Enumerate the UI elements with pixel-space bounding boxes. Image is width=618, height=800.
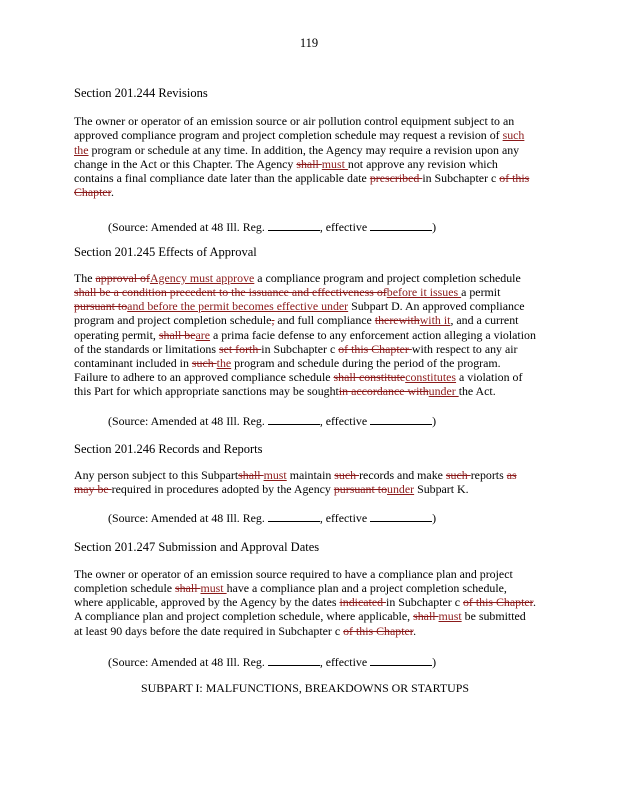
deleted-text: such xyxy=(445,468,471,483)
reg-blank xyxy=(268,413,320,425)
deleted-text: in accordance with xyxy=(338,384,429,399)
plain-text: The owner or operator of an emission source required to have a compliance plan and project completion schedule xyxy=(74,566,513,596)
date-blank xyxy=(370,654,432,666)
source-suffix: ) xyxy=(432,511,437,526)
plain-text: , and a current operating permit, xyxy=(74,313,519,342)
plain-text: with respect to any air contaminant included in xyxy=(74,341,518,371)
plain-text: in Subchapter c xyxy=(261,341,339,356)
section-201-245 xyxy=(74,245,536,428)
source-prefix: (Source: Amended at 48 Ill. Reg. xyxy=(108,654,268,669)
section-201-247 xyxy=(74,540,536,669)
deleted-text: shall xyxy=(175,581,201,596)
plain-text: Subpart D. An approved compliance program and project completion schedule xyxy=(74,299,525,328)
inserted-text: before it issues xyxy=(386,285,462,300)
inserted-text: are xyxy=(195,327,211,342)
source-note xyxy=(74,413,536,428)
source-effective: , effective xyxy=(319,220,371,235)
deleted-text: shall constitute xyxy=(333,370,406,385)
plain-text: required in procedures adopted by the Agency xyxy=(111,482,334,497)
subpart-heading: SUBPART I: MALFUNCTIONS, BREAKDOWNS OR STARTUPS xyxy=(141,681,469,696)
plain-text: reports xyxy=(470,468,507,483)
deleted-text: such xyxy=(334,468,360,483)
deleted-text: prescribed xyxy=(369,171,423,186)
date-blank xyxy=(370,510,432,522)
plain-text: be submitted at least 90 days before the date required in Subchapter c xyxy=(74,609,526,638)
plain-text: in Subchapter c xyxy=(386,595,463,610)
section-paragraph xyxy=(74,567,536,638)
inserted-text: the xyxy=(216,356,232,371)
deleted-text: shall xyxy=(238,468,264,483)
deleted-text: of this Chapter xyxy=(74,171,530,200)
inserted-text: such the xyxy=(74,128,525,157)
plain-text: records and make xyxy=(359,468,446,483)
section-201-244 xyxy=(74,86,536,235)
plain-text: program and schedule during the period of the program. Failure to adhere to an approved compliance schedule xyxy=(74,356,501,385)
source-note xyxy=(74,510,536,525)
plain-text: a compliance program and project completion schedule xyxy=(254,270,521,285)
plain-text: Subpart K. xyxy=(414,482,469,497)
section-heading: Section 201.247 Submission and Approval Dates xyxy=(74,539,320,554)
document-body xyxy=(74,86,536,695)
source-prefix: (Source: Amended at 48 Ill. Reg. xyxy=(108,220,268,235)
section-heading: Section 201.244 Revisions xyxy=(74,86,208,100)
plain-text: . xyxy=(110,185,114,200)
source-note xyxy=(74,654,536,669)
inserted-text: under xyxy=(387,482,415,497)
deleted-text: of this Chapter xyxy=(462,595,533,610)
source-suffix: ) xyxy=(432,220,437,235)
deleted-text: shall be xyxy=(158,327,196,342)
plain-text: program or schedule at any time. In addition, the Agency may require a revision upon any change in the Act or this Chapter. The Agency xyxy=(74,142,520,171)
deleted-text: of this Chapter xyxy=(338,341,412,356)
inserted-text: and before the permit becomes effective under xyxy=(127,299,349,314)
section-paragraph xyxy=(74,468,536,496)
inserted-text: under xyxy=(428,384,459,399)
inserted-text: constitutes xyxy=(405,370,457,385)
section-paragraph xyxy=(74,271,536,399)
deleted-text: indicated xyxy=(339,595,387,610)
section-paragraph xyxy=(74,114,536,199)
reg-blank xyxy=(268,510,320,522)
page-number: 119 xyxy=(299,36,319,50)
plain-text: a violation of this Part for which appropriate sanctions may be sought xyxy=(74,370,523,399)
plain-text: a permit xyxy=(461,285,501,300)
plain-text: . xyxy=(413,623,417,638)
source-note xyxy=(74,219,536,234)
deleted-text: of this Chapter xyxy=(343,623,414,638)
date-blank xyxy=(370,219,432,231)
plain-text: maintain xyxy=(286,468,335,483)
plain-text: have a compliance plan and a project completion schedule, where applicable, approved by the Agency by the dates xyxy=(74,581,507,610)
plain-text: . A compliance plan and project completion schedule, where applicable, xyxy=(74,595,536,624)
section-heading: Section 201.245 Effects of Approval xyxy=(74,244,257,259)
plain-text: The owner or operator of an emission source or air pollution control equipment subject to an approved compliance program and project completion schedule may request a revision of xyxy=(74,114,515,143)
inserted-text: with it xyxy=(419,313,451,328)
source-prefix: (Source: Amended at 48 Ill. Reg. xyxy=(108,511,268,526)
plain-text: not approve any revision which contains a final compliance date later than the applicable date xyxy=(74,156,498,186)
deleted-text: shall xyxy=(413,609,439,624)
plain-text: The xyxy=(74,270,96,285)
source-effective: , effective xyxy=(319,413,371,428)
section-heading: Section 201.246 Records and Reports xyxy=(74,441,263,456)
deleted-text: shall be a condition precedent to the issuance and effectiveness of xyxy=(74,285,387,300)
deleted-text: shall xyxy=(296,156,322,171)
inserted-text: must xyxy=(263,468,287,483)
source-effective: , effective xyxy=(319,511,371,526)
deleted-text: pursuant to xyxy=(333,482,388,497)
date-blank xyxy=(370,413,432,425)
deleted-text: approval of xyxy=(95,270,150,285)
source-prefix: (Source: Amended at 48 Ill. Reg. xyxy=(108,413,268,428)
inserted-text: must xyxy=(200,581,227,596)
plain-text: a prima facie defense to any enforcement action alleging a violation of the standards or limitations xyxy=(74,327,536,356)
plain-text: and full compliance xyxy=(274,313,375,328)
source-suffix: ) xyxy=(432,413,437,428)
inserted-text: must xyxy=(438,609,462,624)
source-suffix: ) xyxy=(432,654,437,669)
deleted-text: pursuant to xyxy=(74,299,128,314)
plain-text: Any person subject to this Subpart xyxy=(74,468,239,483)
deleted-text: set forth xyxy=(218,341,262,356)
section-201-246 xyxy=(74,442,536,526)
deleted-text: therewith xyxy=(374,313,420,328)
deleted-text: such xyxy=(191,356,217,371)
reg-blank xyxy=(268,654,320,666)
plain-text: the Act. xyxy=(458,384,496,399)
plain-text: in Subchapter c xyxy=(422,171,500,186)
deleted-text: , xyxy=(271,313,275,328)
inserted-text: Agency must approve xyxy=(149,270,255,285)
deleted-text: as may be xyxy=(74,468,517,497)
inserted-text: must xyxy=(321,156,348,171)
source-effective: , effective xyxy=(319,654,371,669)
reg-blank xyxy=(268,219,320,231)
